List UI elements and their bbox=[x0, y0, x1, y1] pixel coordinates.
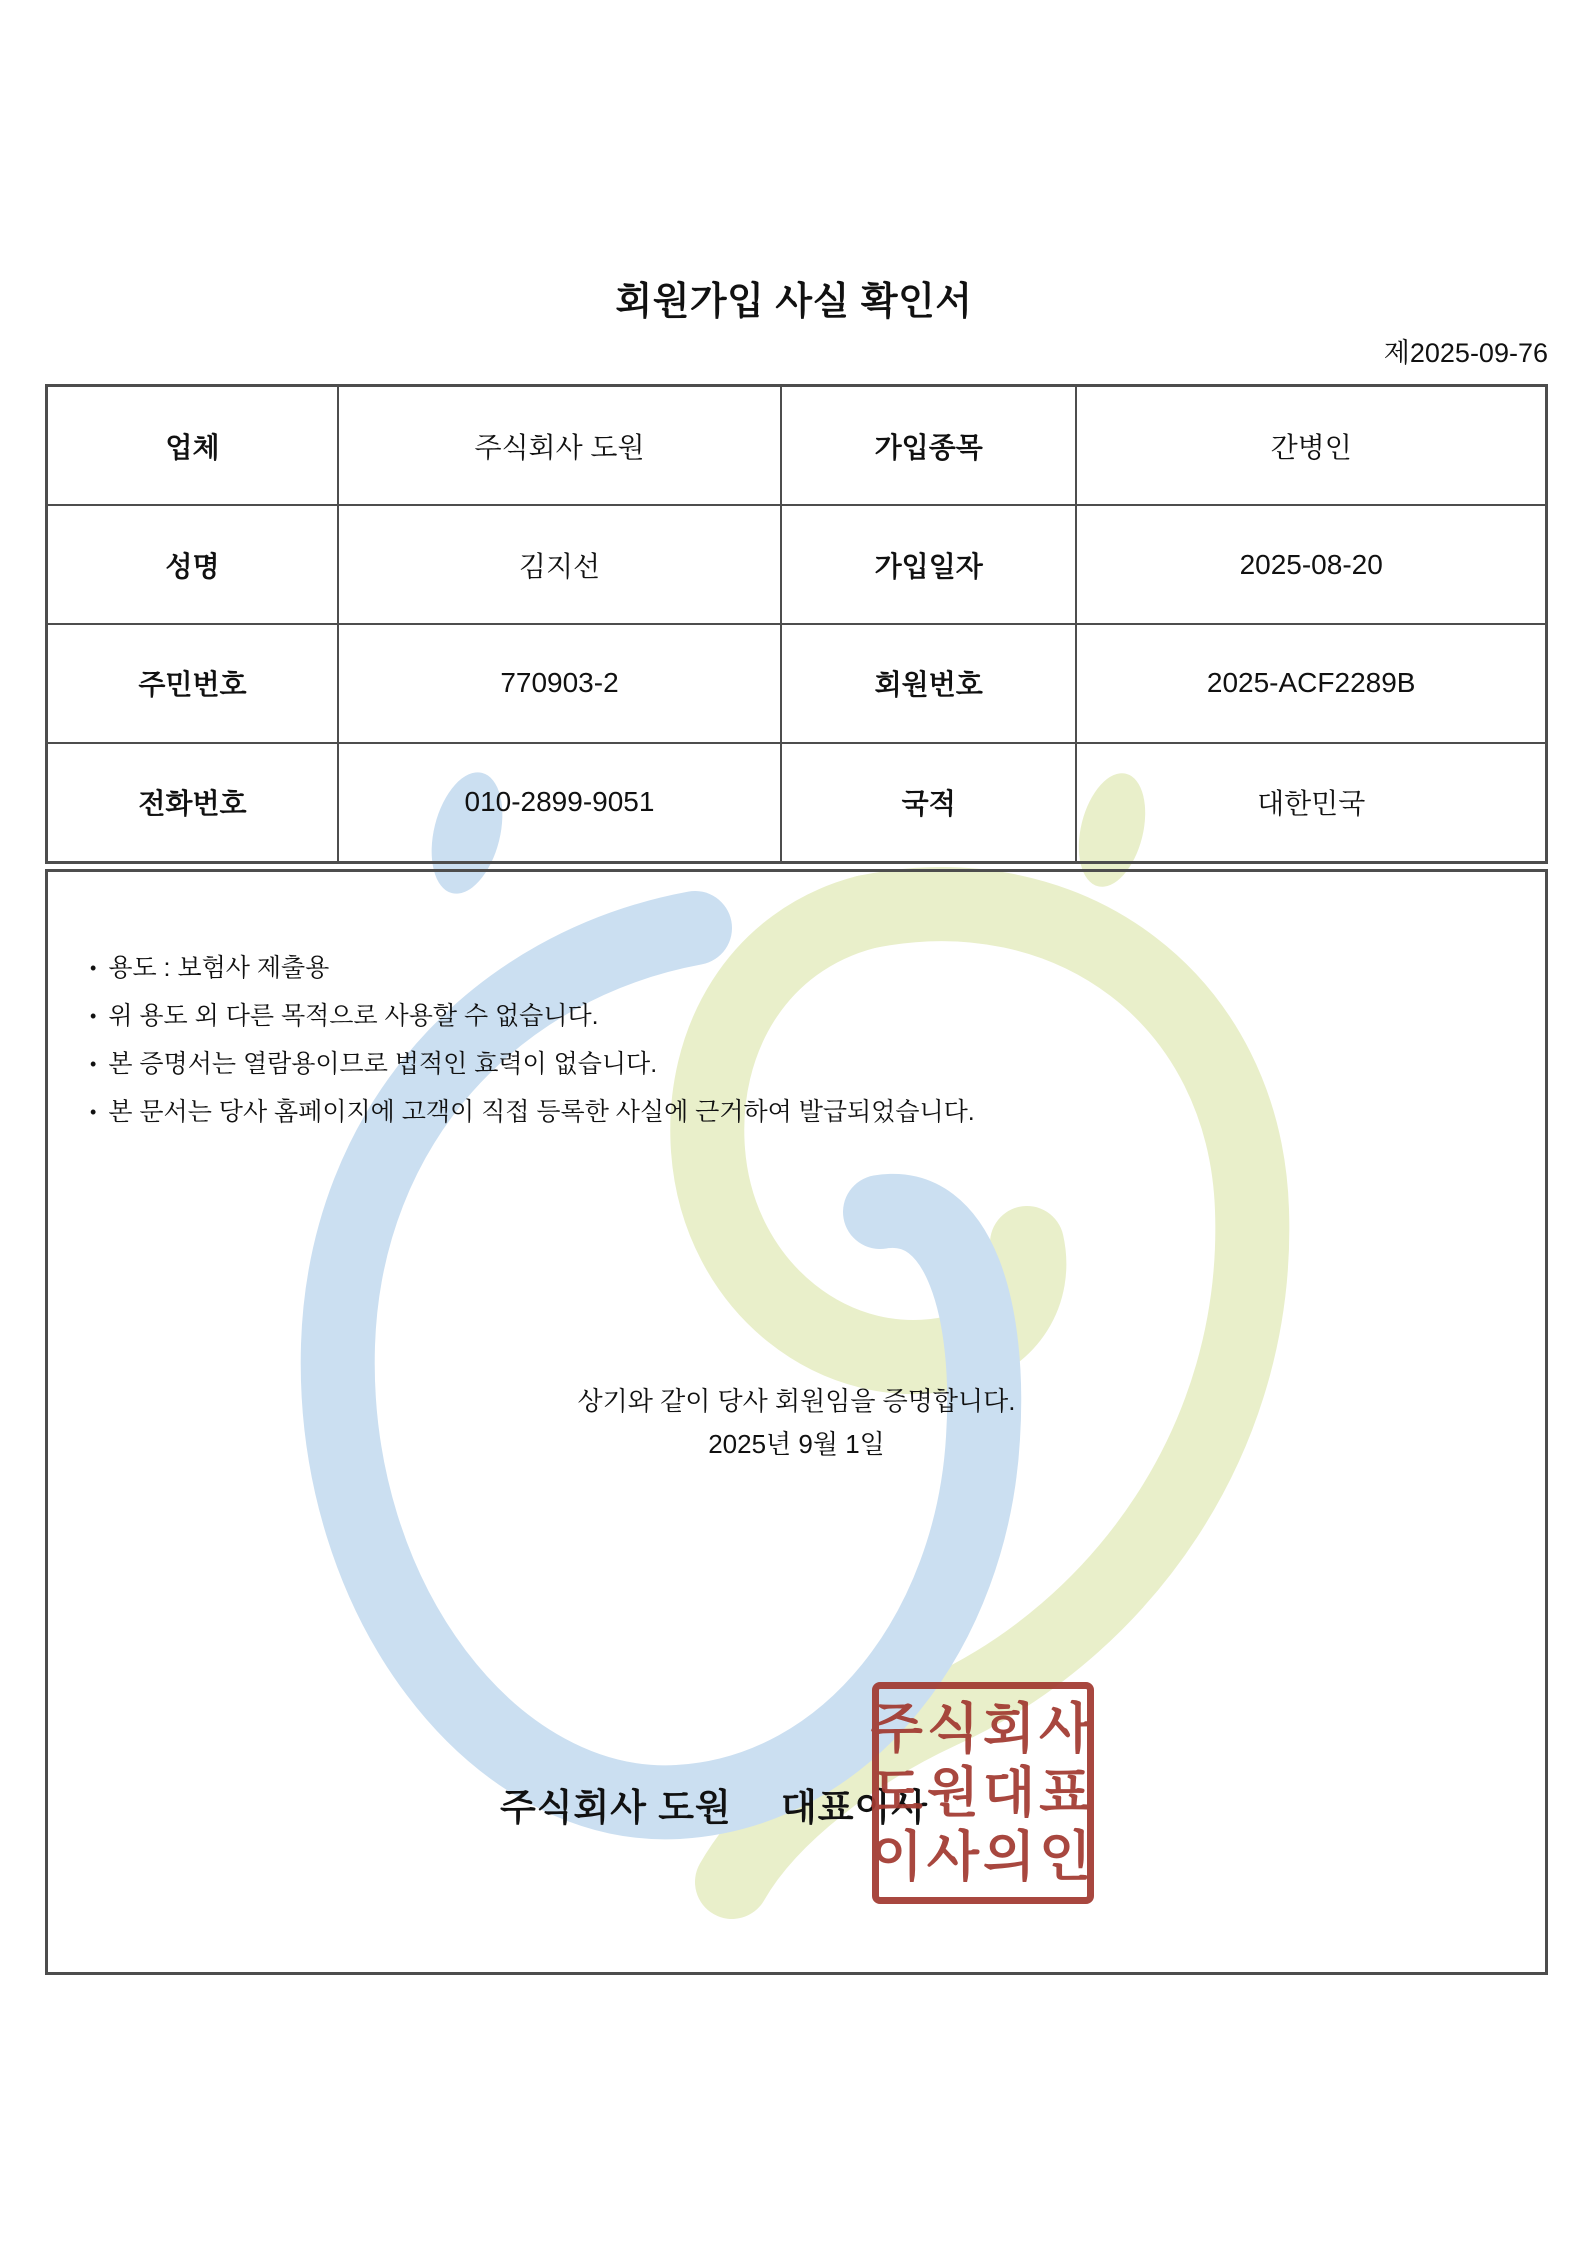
label-join-date: 가입일자 bbox=[781, 505, 1076, 624]
list-item bbox=[84, 1001, 1505, 1031]
label-company: 업체 bbox=[47, 386, 338, 506]
table-row bbox=[47, 743, 1547, 863]
list-item bbox=[84, 1049, 1505, 1079]
value-nationality: 대한민국 bbox=[1076, 743, 1546, 863]
value-company: 주식회사 도원 bbox=[338, 386, 781, 506]
label-nationality: 국적 bbox=[781, 743, 1076, 863]
seal-text-line: 도원대표 bbox=[870, 1763, 1096, 1823]
member-info-table bbox=[45, 384, 1548, 864]
label-resident-no: 주민번호 bbox=[47, 624, 338, 743]
company-signature-line: 주식회사 도원 대표이사 bbox=[500, 1787, 928, 1828]
page-title: 회원가입 사실 확인서 bbox=[615, 281, 973, 323]
issue-date: 2025년 9월 1일 bbox=[708, 1429, 885, 1459]
value-member-no: 2025-ACF2289B bbox=[1076, 624, 1546, 743]
label-phone: 전화번호 bbox=[47, 743, 338, 863]
table-row bbox=[47, 386, 1547, 506]
list-item bbox=[84, 1097, 1505, 1127]
label-name: 성명 bbox=[47, 505, 338, 624]
note-text: • 본 문서는 당사 홈페이지에 고객이 직접 등록한 사실에 근거하여 발급되었습니다. bbox=[108, 1098, 975, 1126]
seal-text-line: 이사의인 bbox=[870, 1827, 1096, 1887]
table-row bbox=[47, 505, 1547, 624]
value-resident-no: 770903-2 bbox=[338, 624, 781, 743]
seal-text-line: 주식회사 bbox=[870, 1699, 1096, 1759]
usage-notes-list bbox=[84, 953, 1505, 1145]
certificate-body-box bbox=[45, 869, 1548, 1975]
label-join-type: 가입종목 bbox=[781, 386, 1076, 506]
corporate-seal-stamp bbox=[872, 1682, 1094, 1904]
note-text: • 용도 : 보험사 제출용 bbox=[108, 954, 330, 982]
table-row bbox=[47, 624, 1547, 743]
note-text: • 위 용도 외 다른 목적으로 사용할 수 없습니다. bbox=[108, 1002, 599, 1030]
statement-line: 상기와 같이 당사 회원임을 증명합니다. bbox=[577, 1386, 1016, 1416]
value-join-type: 간병인 bbox=[1076, 386, 1546, 506]
value-phone: 010-2899-9051 bbox=[338, 743, 781, 863]
document-number: 제2025-09-76 bbox=[1383, 338, 1548, 368]
list-item bbox=[84, 953, 1505, 983]
label-member-no: 회원번호 bbox=[781, 624, 1076, 743]
note-text: • 본 증명서는 열람용이므로 법적인 효력이 없습니다. bbox=[108, 1050, 658, 1078]
value-join-date: 2025-08-20 bbox=[1076, 505, 1546, 624]
certification-statement bbox=[48, 1380, 1545, 1466]
value-name: 김지선 bbox=[338, 505, 781, 624]
